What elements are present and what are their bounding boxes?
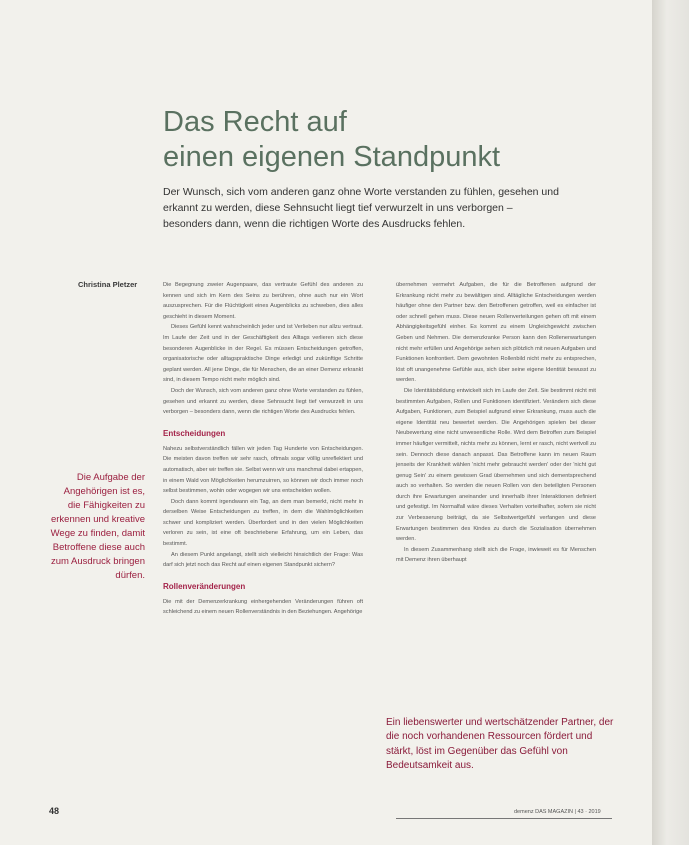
pullquote-left: Die Aufgabe der Angehörigen ist es, die Fähigkeiten zu erkennen und kreative Wege zu finden, damit Betroffene diese auch zum Ausdruck bringen dürfen. bbox=[50, 472, 145, 581]
section-heading-rollenveraenderungen: Rollenveränderungen bbox=[163, 581, 246, 591]
pullquote-right: Ein liebenswerter und wertschätzender Partner, der die noch vorhandenen Ressourcen fördert und stärkt, löst im Gegenüber das Gefühl von Bedeutsamkeit aus. bbox=[386, 717, 614, 772]
footer-divider bbox=[396, 818, 612, 819]
paragraph: übernehmen vermehrt Aufgaben, die für die Betroffenen aufgrund der Erkrankung nicht mehr zu bewältigen sind. Alltägliche Entscheidungen werden häufiger ohne den Partner bzw. den Betroffenen getroffen, weil es einfacher ist oder schnell gehen muss. Diese neuen Rollenverteilungen gehen oft mit einem Abhängigkeitsgefühl einher. Es kommt zu einem Ungleichgewicht zwischen Geben und Nehmen. Die demenzkranke Person kann den Rollenerwartungen nicht mehr erfüllen und Angehörige sehen sich plötzlich mit neuen Aufgaben und Funktionen konfrontiert. Dem gewohnten Rollenbild nicht mehr zu entsprechen, löst oft unangenehme Gefühle aus, sich über seine eigene Identität bewusst zu werden. bbox=[396, 282, 596, 384]
article-lead: Der Wunsch, sich vom anderen ganz ohne Worte verstanden zu fühlen, gesehen und erkannt zu werden, diese Sehnsucht liegt tief verwurzelt in uns verborgen – besonders dann, wenn die richtigen Worte des Ausdrucks fehlen. bbox=[163, 186, 559, 230]
author-name: Christina Pletzer bbox=[78, 280, 138, 289]
text-column-1 bbox=[163, 280, 363, 618]
article-title bbox=[163, 105, 583, 175]
section-heading-entscheidungen: Entscheidungen bbox=[163, 428, 226, 438]
paragraph: An diesem Punkt angelangt, stellt sich vielleicht hinsichtlich der Frage: Was darf sich jetzt noch das Recht auf einen eigenen Standpunkt sichern? bbox=[163, 551, 363, 569]
paragraph: In diesem Zusammenhang stellt sich die Frage, inwieweit es für Menschen mit Demenz ihren überhaupt bbox=[396, 546, 596, 564]
title-line-1: Das Recht auf bbox=[163, 106, 347, 138]
paragraph: Dieses Gefühl kennt wahrscheinlich jeder und ist Verlieben nur allzu vertraut. Im Laufe der Zeit und in der Geschäftigkeit des Alltags verlieren sich diese besonderen Augenblicke in der Regel. Es müssen Entscheidungen getroffen, organisatorische oder alltagspraktische Dinge erledigt und zukünftige Schritte geplant werden. All jene Dinge, die für Menschen, die an einer Demenz erkrankt sind, in diesem Tempo nicht mehr möglich sind. bbox=[163, 324, 363, 384]
paragraph: Die Identitätsbildung entwickelt sich im Laufe der Zeit. Sie bestimmt nicht mit bestimmten Aufgaben, Rollen und Funktionen identifiziert. Verändern sich diese Aufgaben, Funktionen, zum Beispiel aufgrund einer Erkrankung, muss auch die eigene Identität neu bewertet werden. Die Angehörigen spielen bei dieser Neubewertung eine nicht unwesentliche Rolle. Wird dem Betroffen zum Beispiel immer häufiger vermittelt, nichts mehr zu können, lernt er rasch, nicht wertvoll zu sein. Dennoch diese danach anpasst. Das Betroffene kann im neuen Raum jenseits der Krankheit wählen 'nicht mehr gebraucht werden' oder der 'nicht gut genug Sein' zu einem gewissen Grad übernehmen und sich dementsprechend auch so verhalten. So werden die neuen Rollen von den beteiligten Personen durch ihre Erwartungen aneinander und innerhalb ihrer Interaktionen definiert und gefestigt. Im Normalfall wäre dieses Verhalten vorteilhafter, sofern sie nicht zur Verbesserung beiträgt, da sie Selbstwertgefühl verfangen und diese Erwartungen bestimmen des Kindes zu durch die Sozialisation übernehmen werden. bbox=[396, 387, 596, 543]
book-gutter bbox=[652, 0, 689, 845]
paragraph: Die mit der Demenzerkrankung einhergehenden Veränderungen führen oft schleichend zu einem neuen Rollenverständnis in den Beziehungen. Angehörige bbox=[163, 598, 363, 616]
paragraph: Doch dann kommt irgendwann ein Tag, an dem man bemerkt, nicht mehr in derselben Weise Entscheidungen zu treffen, in dem die Wahlmöglichkeiten schwer und kompliziert werden. Überfordert und in den vielen Möglichkeiten verloren zu sein, ist eine oft beschriebene Erfahrung, um ein Leben, das bestimmt. bbox=[163, 498, 363, 548]
paragraph: Die Begegnung zweier Augenpaare, das vertraute Gefühl des anderen zu kennen und sich im Kern des Seins zu berühren, ohne auch nur ein Wort auszusprechen. Für die Flüchtigkeit eines Augenblicks zu schweben, dies alles geschieht in diesem Moment. bbox=[163, 282, 363, 320]
title-line-2: einen eigenen Standpunkt bbox=[163, 141, 501, 173]
paragraph: Doch der Wunsch, sich vom anderen ganz ohne Worte verstanden zu fühlen, gesehen und erkannt zu werden, diese Sehnsucht liegt tief verwurzelt in uns verborgen – besonders dann, wenn die richtigen Worte des Ausdrucks fehlen. bbox=[163, 387, 363, 416]
paragraph: Nahezu selbstverständlich fällen wir jeden Tag Hunderte von Entscheidungen. Die meisten davon treffen wir sehr rasch, oftmals sogar völlig unreflektiert und automatisch, aber wir treffen sie. Selbst wenn wir uns manchmal dabei ertappen, in einem Wald von Möglichkeiten herumzuirren, so können wir doch immer noch selbst bestimmen, wohin oder wogegen wir uns entscheiden wollen. bbox=[163, 445, 363, 495]
page-number: 48 bbox=[49, 806, 60, 816]
text-column-2 bbox=[396, 280, 596, 566]
magazine-footer: demenz DAS MAGAZIN | 43 · 2019 bbox=[514, 809, 601, 815]
